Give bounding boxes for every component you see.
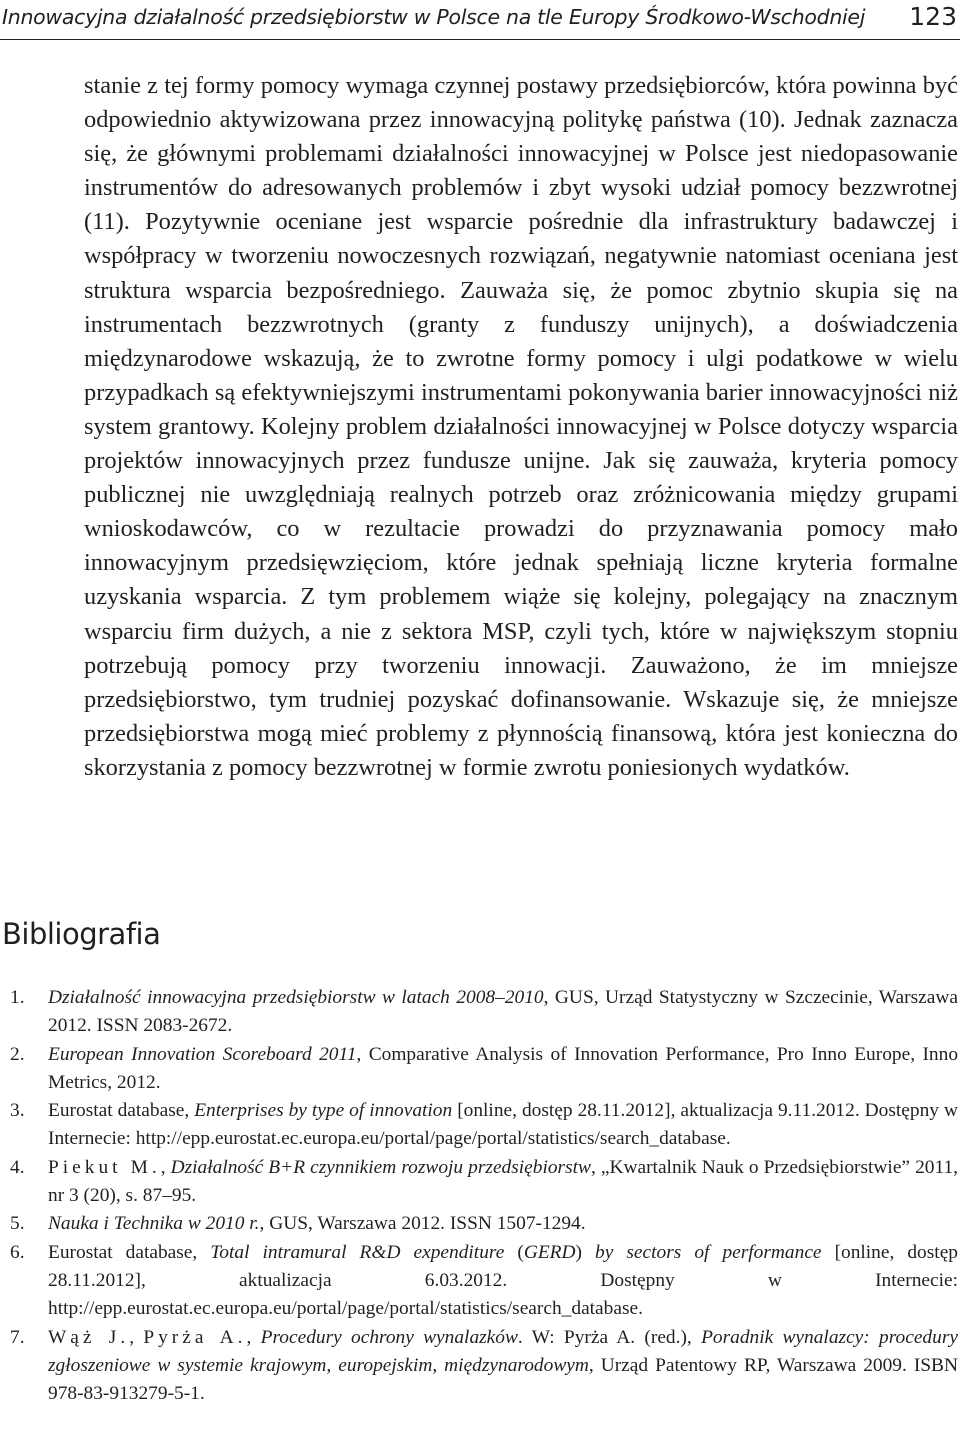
bibliography-entry-source: Eurostat database,: [48, 1100, 195, 1122]
bibliography-entry-details: [online, dostęp 28.11.2012], aktualizacja 9.11.2012. Dostępny w Internecie: http://epp.eurostat.ec.europa.eu/portal/page/portal/statistics/search_database.: [48, 1100, 958, 1150]
bibliography-entry-book-title: Poradnik wynalazcy: procedury zgłoszeniowe w systemie krajowym, europejskim, międzynarodowym: [48, 1326, 958, 1376]
bibliography-entry-title: Procedury ochrony wynalazków: [260, 1326, 518, 1348]
bibliography-entry-author: Piekut M.: [48, 1156, 161, 1178]
bibliography-entry-title: Total intramural R&D expenditure: [210, 1241, 505, 1263]
bibliography-entry-title: Enterprises by type of innovation: [194, 1100, 453, 1122]
bibliography-entry-1: [0, 984, 958, 1041]
body-paragraph: stanie z tej formy pomocy wymaga czynnej postawy przedsiębiorców, która powinna być odpowiednio aktywizowana przez innowacyjną politykę państwa (10). Jednak zaznacza się, że głównymi problemami działalności innowacyjnej w Polsce jest niedopasowanie instrumentów do adresowanych problemów i zbyt wysoki udział pomocy bezzwrotnej (11). Pozytywnie oceniane jest wsparcie pośrednie dla infrastruktury badawczej i współpracy w tworzeniu nowoczesnych rozwiązań, negatywnie natomiast oceniana jest struktura wsparcia bezpośredniego. Zauważa się, że pomoc zbytnio skupia się na instrumentach bezzwrotnych (granty z funduszy unijnych), a doświadczenia międzynarodowe wskazują, że to zwrotne formy pomocy i ulgi podatkowe w wielu przypadkach są efektywniejszymi instrumentami pokonywania barier innowacyjności niż system grantowy. Kolejny problem działalności innowacyjnej w Polsce dotyczy wsparcia projektów innowacyjnych przez fundusze unijne. Jak się zauważa, kryteria pomocy publicznej nie uwzględniają realnych potrzeb oraz zróżnicowania między grupami wnioskodawców, co w rezultacie prowadzi do przyznawania pomocy mało innowacyjnym przedsięwzięciom, które jednak spełniają liczne kryteria formalne uzyskania wsparcia. Z tym problemem wiąże się kolejny, polegający na znacznym wsparciu firm dużych, a nie z sektora MSP, czyli tych, które w największym stopniu potrzebują pomocy przy tworzeniu innowacji. Zauważono, że im mniejsze przedsiębiorstwo, tym trudniej pozyskać dofinansowanie. Wskazuje się, że mniejsze przedsiębiorstwa mogą mieć problemy z płynnością finansową, która jest konieczna do skorzystania z pomocy bezzwrotnej w formie zwrotu poniesionych wydatków.: [84, 72, 958, 781]
bibliography-entry-details: , GUS, Urząd Statystyczny w Szczecinie, Warszawa 2012. ISSN 2083-2672.: [48, 987, 958, 1037]
bibliography-entry-number: 4.: [10, 1156, 25, 1178]
bibliography-entry-number: 5.: [10, 1213, 25, 1235]
bibliography-entry-details: , „Kwartalnik Nauk o Przedsiębiorstwie” 2011, nr 3 (20), s. 87–95.: [48, 1156, 958, 1207]
bibliography-entry-details: [online, dostęp 28.11.2012], aktualizacja 6.03.2012. Dostępny w Internecie: http://epp.eurostat.ec.europa.eu/portal/page/portal/statistics/search_database.: [48, 1241, 958, 1320]
bibliography-entry-number: 1.: [10, 987, 25, 1008]
bibliography-entry-number: 7.: [10, 1326, 25, 1348]
bibliography-entry-number: 2.: [10, 1043, 25, 1065]
bibliography-entry-number: 3.: [10, 1100, 25, 1122]
bibliography-entry-2: [0, 1041, 958, 1098]
bibliography-entry-details: , Urząd Patentowy RP, Warszawa 2009. ISBN 978-83-913279-5-1.: [48, 1354, 958, 1405]
bibliography-entry-title: Nauka i Technika w 2010 r.: [48, 1213, 260, 1235]
bibliography-entry-details: , GUS, Warszawa 2012. ISSN 1507-1294.: [259, 1213, 586, 1235]
bibliography-entry-editor: . W: Pyrża A. (red.),: [517, 1326, 702, 1348]
bibliography-entry-number: 6.: [10, 1241, 25, 1263]
bibliography-entry-title: Działalność B+R czynnikiem rozwoju przedsiębiorstw: [170, 1156, 591, 1178]
bibliography-entry-paren-open: (: [504, 1241, 524, 1263]
bibliography-entry-separator: ,: [160, 1156, 171, 1178]
bibliography-heading: Bibliografia: [2, 917, 161, 951]
bibliography-entry-author: Wąż J.: [48, 1326, 130, 1348]
bibliography-entry-6: [0, 1239, 958, 1324]
bibliography-entry-title: European Innovation Scoreboard 2011: [48, 1043, 357, 1065]
bibliography-entry-5: [0, 1210, 958, 1238]
page-number: 123: [909, 2, 957, 31]
bibliography-entry-3: [0, 1097, 958, 1154]
bibliography-entry-title: Działalność innowacyjna przedsiębiorstw w latach 2008–2010: [48, 987, 544, 1008]
bibliography-entry-title-acronym: GERD: [523, 1241, 576, 1263]
bibliography-entry-4: [0, 1154, 958, 1211]
bibliography-entry-separator: ,: [129, 1326, 144, 1348]
running-header-title: Innowacyjna działalność przedsiębiorstw w Polsce na tle Europy Środkowo-Wschodniej: [2, 5, 866, 29]
bibliography-entry-title-continued: by sectors of performance: [595, 1241, 822, 1263]
bibliography-entry-paren-close: ): [575, 1241, 596, 1263]
bibliography-list: [0, 984, 958, 1408]
bibliography-entry-details: , Comparative Analysis of Innovation Performance, Pro Inno Europe, Inno Metrics, 2012.: [48, 1043, 959, 1093]
bibliography-entry-separator: ,: [246, 1326, 261, 1348]
bibliography-entry-author-2: Pyrża A.: [143, 1326, 247, 1348]
bibliography-entry-source: Eurostat database,: [48, 1241, 211, 1263]
bibliography-entry-7: [0, 1324, 958, 1409]
running-header: [0, 0, 960, 40]
